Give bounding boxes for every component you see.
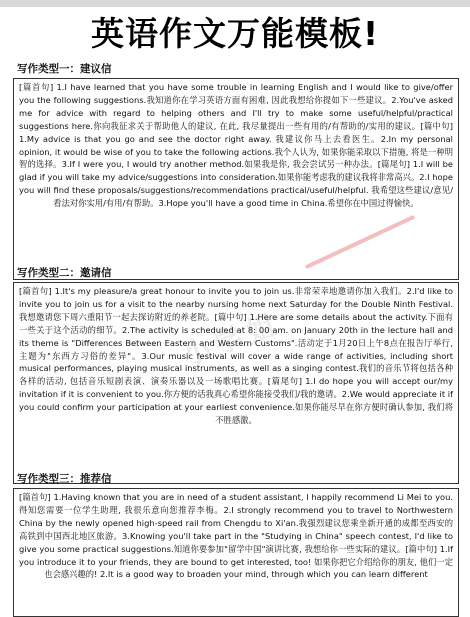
top-band xyxy=(0,0,470,7)
section-text-box: [篇首句] 1.It's my pleasure/a great honour to invite you to join us.非常荣幸地邀请你加入我们。2.I'd like to invite you to join us for a visit to the nearby nursing home next Saturday for the Double Ninth Festival.我想邀请您下周六重阳节一起去探访附近的养老院。[篇中句] 1.Here are some details about the activity.下面有一些关于这个活动的细节。2.The activity is scheduled at 8: 00 am. on January 20th in the lecture hall and its theme is "Differences Between Eastern and Western Customs".活动定于1月20日上午8点在报告厅举行, 主题为"东西方习俗的差异"。3.Our music festival will cover a wide range of activities, including short musical performances, playing musical instruments, as well as a singing contest.我们的音乐节将包括各种各样的活动, 包括音乐短剧表演、演奏乐器以及一场歌唱比赛。[篇尾句] 1.I do hope you will accept our/my invitation if it is convenient to you.你方便的话我真心希望你能接受我们/我的邀请。2.We would appreciate it if you could confirm your participation at your earliest convenience.如果你能尽早在你方便时确认参加, 我们将不胜感激。 xyxy=(13,282,459,484)
section-heading: 写作类型三：推荐信 xyxy=(17,473,112,485)
section-heading: 写作类型二：邀请信 xyxy=(17,267,112,279)
section-text-box: [篇首句] 1.Having known that you are in need of a student assistant, I happily recommend Li Mei to you.得知您需要一位学生助理, 我很乐意向您推荐李梅。2.I strongly recommend you to travel to Northwestern China by the newly opened high-speed rail from Chengdu to Xi'an.我强烈建议您乘坐新开通的成都至西安的高铁到中国西北地区旅游。3.Knowing you'll take part in the "Studying in China" speech contest, I'd like to give you some practical suggestions.知道你要参加"留学中国"演讲比赛, 我想给你一些实际的建议。[篇中句] 1.If you introduce it to your friends, they are bound to get interested, too! 如果你把它介绍给你的朋友, 他们一定也会感兴趣的! 2.It is a good way to broaden your mind, through which you can learn different xyxy=(13,488,459,617)
section-suggestion-letter xyxy=(13,62,459,280)
section-invitation-letter xyxy=(13,266,459,484)
page-title: 英语作文万能模板! xyxy=(90,14,380,53)
section-heading: 写作类型一：建议信 xyxy=(17,63,112,75)
section-recommendation-letter xyxy=(13,472,459,617)
watermark: 小学姐 xyxy=(177,306,286,373)
section-text-box: [篇首句] 1.I have learned that you have some trouble in learning English and I would like to give/offer you the following suggestions.我知道你在学习英语方面有困难, 因此我想给你提如下一些建议。2.You've asked me for advice with regard to helping others and I'll try to make some useful/helpful/practical suggestions here.你向我征求关于帮助他人的建议, 在此, 我尽量提出一些有用的/有帮助的/实用的建议。[篇中句] 1.My advice is that you go and see the doctor right away. 我建议你马上去看医生。2.In my personal opinion, it would be wise of you to take the following actions.我个人认为, 如果你能采取以下措施, 将是一种明智的选择。3.If I were you, I would try another method.如果我是你, 我会尝试另一种办法。[篇尾句] 1.I will be glad if you will take my advice/suggestions into consideration.如果你能考虑我的建议我将非常高兴。2.I hope you will find these proposals/suggestions/recommendations practical/useful/helpful. 我希望这些建议/意见/看法对你实用/有用/有帮助。3.Hope you'll have a good time in China.希望你在中国过得愉快。 xyxy=(13,78,459,280)
